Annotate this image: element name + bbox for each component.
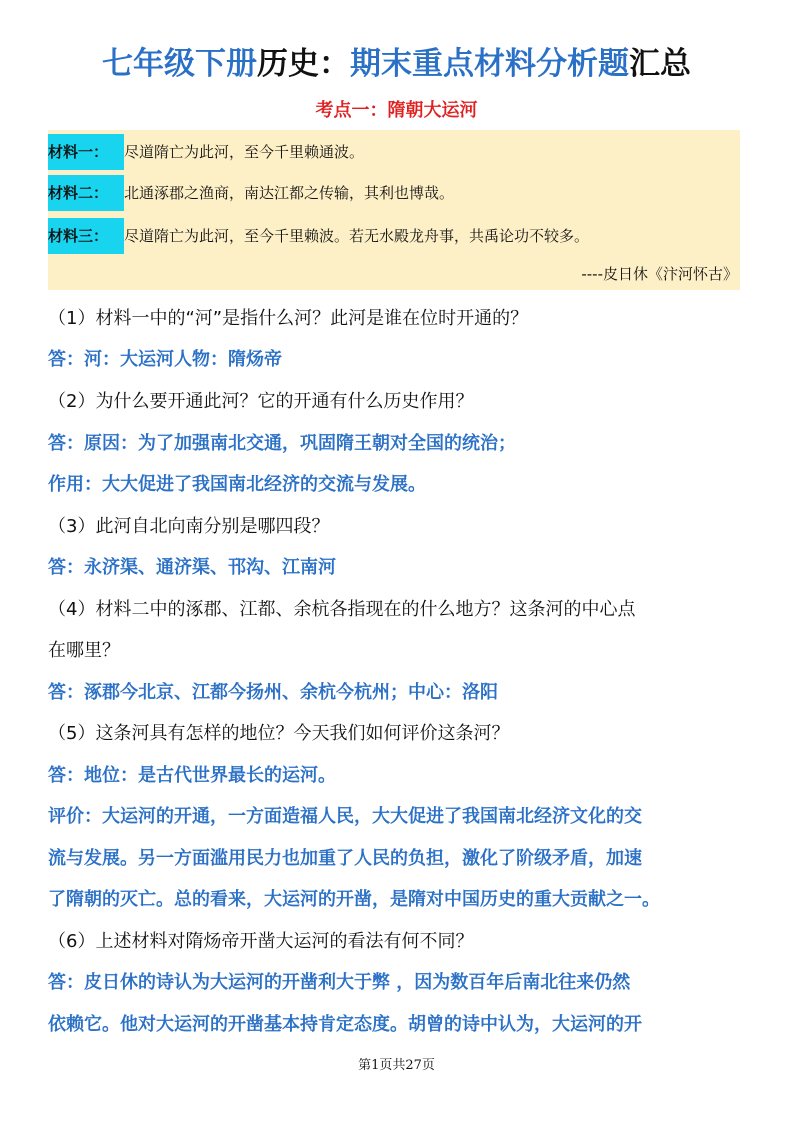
answer-line: 作用：大大促进了我国南北经济的交流与发展。	[48, 474, 426, 495]
material-2	[48, 175, 454, 211]
answer-line: 答：原因：为了加强南北交通，巩固隋王朝对全国的统治；	[48, 433, 516, 454]
material-source: ----皮日休《汴河怀古》	[581, 265, 738, 283]
material-1	[48, 134, 364, 170]
material-label: 材料三：	[48, 218, 124, 254]
materials-box	[48, 130, 740, 290]
answer-line: 流与发展。另一方面滥用民力也加重了人民的负担，激化了阶级矛盾，加速	[48, 848, 642, 869]
answer-line: 了隋朝的灭亡。总的看来，大运河的开凿，是隋对中国历史的重大贡献之一。	[48, 889, 660, 910]
question-1: （1）材料一中的“河”是指什么河？此河是谁在位时开通的？	[48, 308, 529, 329]
answer-line: 答：皮日休的诗认为大运河的开凿利大于弊 ，因为数百年后南北往来仍然	[48, 972, 631, 993]
title-part-subject: 历史：	[257, 46, 350, 82]
title-part-topic: 期末重点材料分析题	[350, 46, 629, 82]
question-4-continued: 在哪里？	[48, 640, 120, 661]
answer-line: 评价：大运河的开通，一方面造福人民，大大促进了我国南北经济文化的交	[48, 806, 642, 827]
material-label: 材料一：	[48, 134, 124, 170]
material-text: 北通涿郡之渔商，南达江都之传输，其利也博哉。	[124, 184, 455, 202]
question-2: （2）为什么要开通此河？它的开通有什么历史作用？	[48, 391, 474, 412]
answer-line: 答：地位：是古代世界最长的运河。	[48, 765, 336, 786]
answer-line: 依赖它。他对大运河的开凿基本持肯定态度。胡曾的诗中认为，大运河的开	[48, 1014, 642, 1035]
question-6: （6）上述材料对隋炀帝开凿大运河的看法有何不同？	[48, 931, 474, 952]
answer-line: 答：涿郡今北京、江都今扬州、余杭今杭州；中心：洛阳	[48, 682, 498, 703]
material-text: 尽道隋亡为此河，至今千里赖通波。	[124, 143, 365, 161]
answer-line: 答：永济渠、通济渠、邗沟、江南河	[48, 557, 336, 578]
material-label: 材料二：	[48, 175, 124, 211]
page-title	[0, 42, 793, 86]
page-number: 第1页共27页	[358, 1058, 435, 1073]
title-part-summary: 汇总	[629, 46, 691, 82]
title-part-grade: 七年级下册	[102, 46, 257, 82]
material-text: 尽道隋亡为此河，至今千里赖波。若无水殿龙舟事，共禹论功不较多。	[124, 227, 590, 245]
question-4: （4）材料二中的涿郡、江都、余杭各指现在的什么地方？这条河的中心点	[48, 599, 636, 620]
section-subtitle: 考点一：隋朝大运河	[315, 100, 478, 121]
question-5: （5）这条河具有怎样的地位？今天我们如何评价这条河？	[48, 723, 510, 744]
question-3: （3）此河自北向南分别是哪四段？	[48, 516, 330, 537]
answer-line: 答：河：大运河人物：隋炀帝	[48, 349, 282, 370]
material-3	[48, 218, 589, 254]
